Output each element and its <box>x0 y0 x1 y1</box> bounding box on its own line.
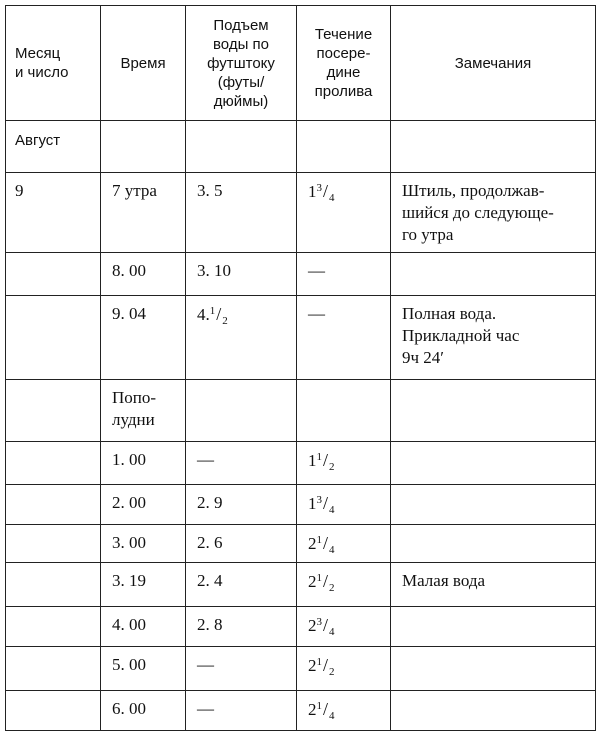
notes-cell <box>391 607 596 647</box>
header-water-rise: Подъем воды по футштоку (футы/ дюймы) <box>186 6 297 121</box>
current-fraction: $2^1/_4$ <box>308 699 335 722</box>
time-cell: 2. 00 <box>101 485 186 525</box>
time-cell: 6. 00 <box>101 691 186 731</box>
rise-fraction: $4.^1/_2$ <box>197 304 228 327</box>
current-cell <box>297 173 391 253</box>
notes-cell <box>391 442 596 485</box>
rise-cell: 2. 8 <box>186 607 297 647</box>
table-row <box>6 691 596 731</box>
rise-cell: 3. 10 <box>186 253 297 296</box>
rise-cell: 2. 9 <box>186 485 297 525</box>
current-cell <box>297 607 391 647</box>
rise-cell: — <box>186 691 297 731</box>
table-row <box>6 485 596 525</box>
time-cell: 7 утра <box>101 173 186 253</box>
notes-cell: Полная вода. Прикладной час 9ч 24′ <box>391 296 596 380</box>
notes-cell <box>391 253 596 296</box>
header-date: Месяц и число <box>6 6 101 121</box>
time-cell: 3. 19 <box>101 563 186 607</box>
day-cell <box>6 563 101 607</box>
header-current: Течение посере- дине пролива <box>297 6 391 121</box>
notes-cell <box>391 691 596 731</box>
empty-cell <box>101 121 186 173</box>
current-fraction: $1^3/_4$ <box>308 181 335 204</box>
time-cell: 3. 00 <box>101 525 186 563</box>
current-fraction: $2^1/_2$ <box>308 571 335 594</box>
rise-cell: — <box>186 442 297 485</box>
current-cell <box>297 442 391 485</box>
rise-cell <box>186 296 297 380</box>
day-cell <box>6 647 101 691</box>
current-cell: — <box>297 253 391 296</box>
table-row <box>6 380 596 442</box>
header-row <box>6 6 596 121</box>
current-fraction: $1^3/_4$ <box>308 493 335 516</box>
time-cell: Попо- лудни <box>101 380 186 442</box>
current-cell <box>297 647 391 691</box>
header-time: Время <box>101 6 186 121</box>
empty-cell <box>391 121 596 173</box>
current-cell <box>297 691 391 731</box>
month-label: Август <box>6 121 101 173</box>
current-fraction: $2^1/_4$ <box>308 533 335 556</box>
current-cell: — <box>297 296 391 380</box>
tide-observation-table <box>5 5 596 731</box>
day-cell <box>6 607 101 647</box>
notes-cell <box>391 647 596 691</box>
time-cell: 9. 04 <box>101 296 186 380</box>
table-row <box>6 296 596 380</box>
rise-cell: 2. 4 <box>186 563 297 607</box>
day-cell <box>6 691 101 731</box>
table-row <box>6 563 596 607</box>
day-cell: 9 <box>6 173 101 253</box>
rise-cell: 2. 6 <box>186 525 297 563</box>
empty-cell <box>297 121 391 173</box>
current-fraction: $1^1/_2$ <box>308 450 335 473</box>
notes-cell <box>391 485 596 525</box>
rise-cell: — <box>186 647 297 691</box>
notes-cell: Малая вода <box>391 563 596 607</box>
table-row <box>6 442 596 485</box>
rise-cell: 3. 5 <box>186 173 297 253</box>
tide-table-page <box>5 5 595 731</box>
current-cell <box>297 485 391 525</box>
table-row <box>6 253 596 296</box>
day-cell <box>6 525 101 563</box>
notes-cell <box>391 380 596 442</box>
time-cell: 5. 00 <box>101 647 186 691</box>
day-cell <box>6 253 101 296</box>
time-cell: 4. 00 <box>101 607 186 647</box>
rise-cell <box>186 380 297 442</box>
notes-cell <box>391 525 596 563</box>
current-fraction: $2^3/_4$ <box>308 615 335 638</box>
table-row <box>6 647 596 691</box>
current-cell <box>297 525 391 563</box>
table-row <box>6 607 596 647</box>
current-cell <box>297 380 391 442</box>
time-cell: 8. 00 <box>101 253 186 296</box>
table-row <box>6 173 596 253</box>
current-cell <box>297 563 391 607</box>
header-notes: Замечания <box>391 6 596 121</box>
day-cell <box>6 380 101 442</box>
day-cell <box>6 442 101 485</box>
day-cell <box>6 296 101 380</box>
empty-cell <box>186 121 297 173</box>
time-cell: 1. 00 <box>101 442 186 485</box>
table-row <box>6 525 596 563</box>
day-cell <box>6 485 101 525</box>
month-row <box>6 121 596 173</box>
current-fraction: $2^1/_2$ <box>308 655 335 678</box>
notes-cell: Штиль, продолжав- шийся до следующе- го утра <box>391 173 596 253</box>
